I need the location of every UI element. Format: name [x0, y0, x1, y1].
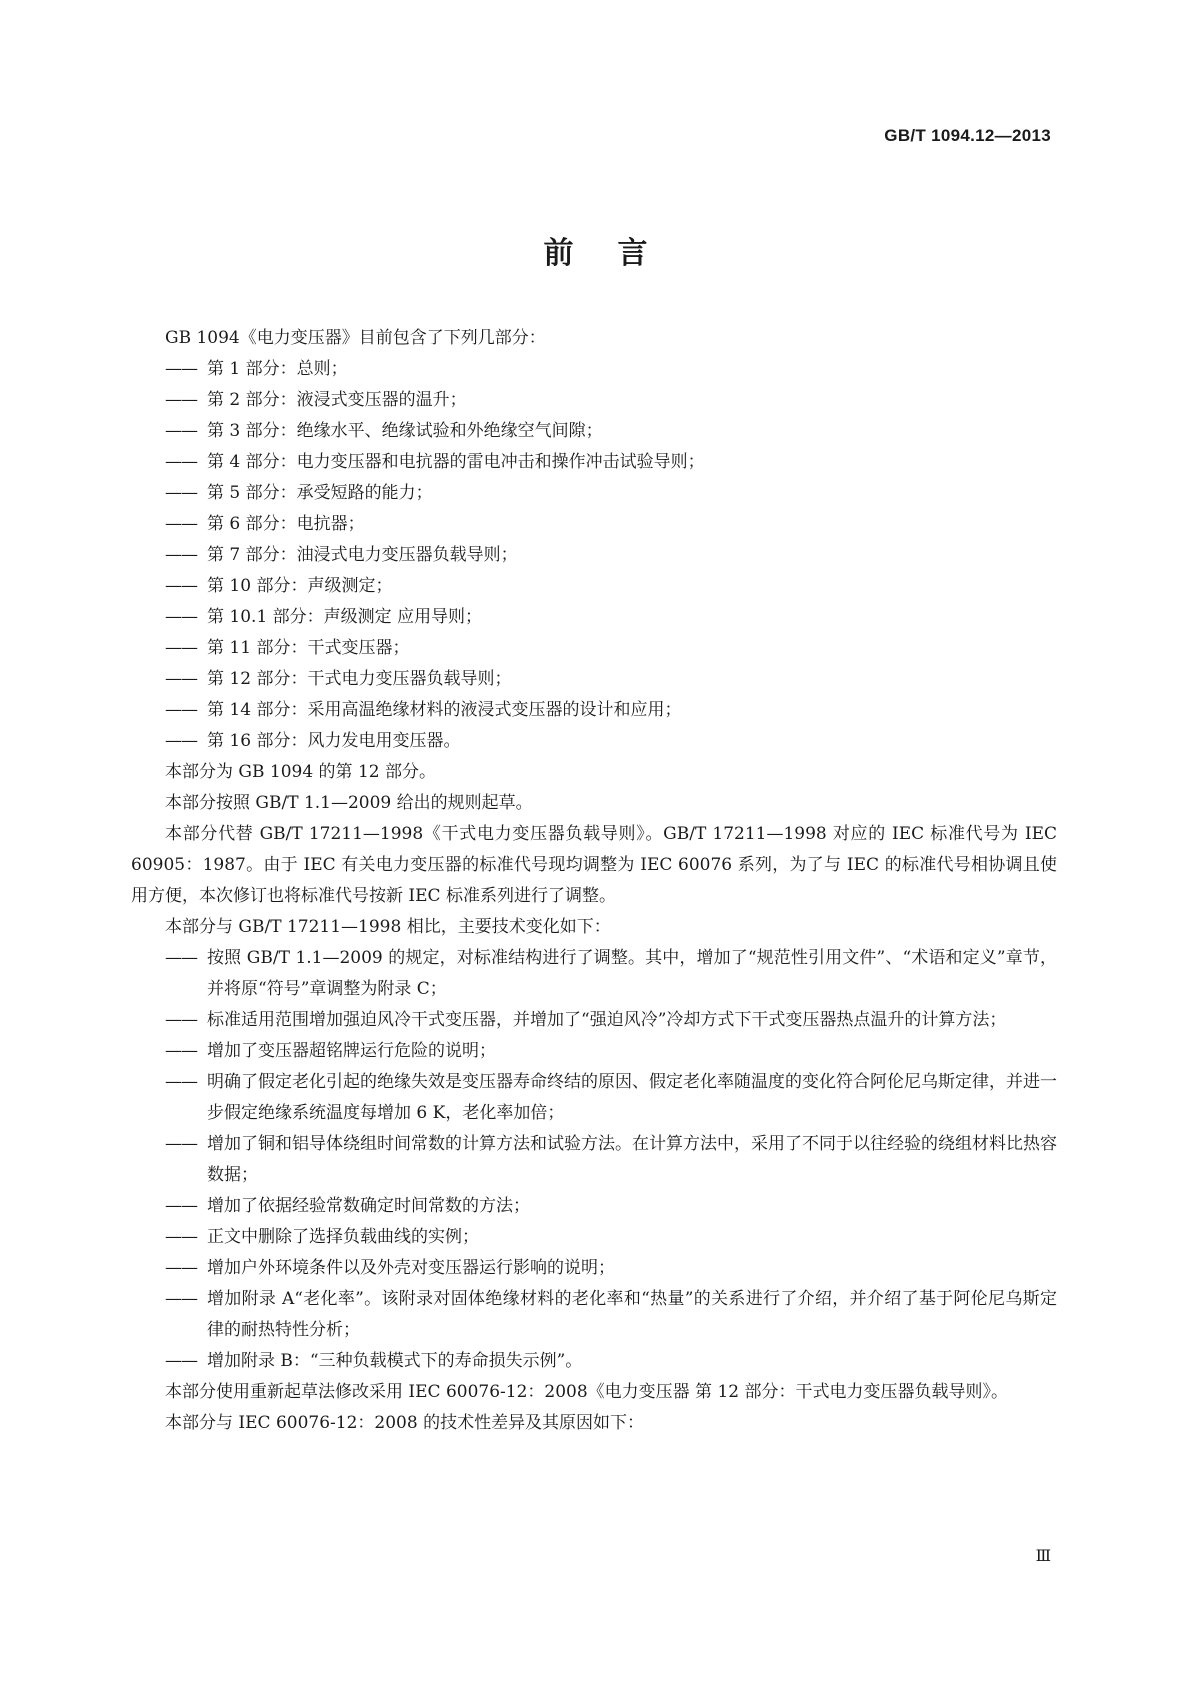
dash-marker: ——: [165, 576, 197, 596]
dash-marker: ——: [165, 638, 197, 658]
list-item: —— 第 7 部分：油浸式电力变压器负载导则；: [131, 540, 1057, 571]
page-number: Ⅲ: [1035, 1546, 1051, 1565]
dash-marker: ——: [165, 607, 197, 627]
document-body: [131, 323, 1057, 1439]
list-item: —— 按照 GB/T 1.1—2009 的规定，对标准结构进行了调整。其中，增加了“规范性引用文件”、“术语和定义”章节，并将原“符号”章调整为附录 C；: [131, 943, 1057, 1005]
dash-marker: ——: [165, 452, 197, 472]
dash-marker: ——: [165, 1134, 197, 1154]
list-item: —— 增加了变压器超铭牌运行危险的说明；: [131, 1036, 1057, 1067]
list-item: —— 第 11 部分：干式变压器；: [131, 633, 1057, 664]
list-item: —— 增加附录 B：“三种负载模式下的寿命损失示例”。: [131, 1346, 1057, 1377]
dash-marker: ——: [165, 359, 197, 379]
replaces-paragraph: 本部分代替 GB/T 17211—1998《干式电力变压器负载导则》。GB/T 17211—1998 对应的 IEC 标准代号为 IEC 60905：1987。由于 IEC 有关电力变压器的标准代号现均调整为 IEC 60076 系列，为了与 IEC 的标准代号相协调且使用方便，本次修订也将标准代号按新 IEC 标准系列进行了调整。: [131, 824, 1057, 906]
list-item: —— 明确了假定老化引起的绝缘失效是变压器寿命终结的原因、假定老化率随温度的变化符合阿伦尼乌斯定律，并进一步假定绝缘系统温度每增加 6 K，老化率加倍；: [131, 1067, 1057, 1129]
differences-paragraph: 本部分与 IEC 60076-12：2008 的技术性差异及其原因如下：: [165, 1413, 645, 1433]
drafting-paragraph: 本部分按照 GB/T 1.1—2009 给出的规则起草。: [165, 793, 533, 813]
list-item: —— 正文中删除了选择负载曲线的实例；: [131, 1222, 1057, 1253]
dash-marker: ——: [165, 1289, 197, 1309]
dash-marker: ——: [165, 1196, 197, 1216]
dash-marker: ——: [165, 421, 197, 441]
adoption-paragraph: 本部分使用重新起草法修改采用 IEC 60076-12：2008《电力变压器 第 12 部分：干式电力变压器负载导则》。: [165, 1382, 1009, 1402]
list-item: —— 第 14 部分：采用高温绝缘材料的液浸式变压器的设计和应用；: [131, 695, 1057, 726]
list-item: —— 第 16 部分：风力发电用变压器。: [131, 726, 1057, 757]
dash-marker: ——: [165, 483, 197, 503]
dash-marker: ——: [165, 669, 197, 689]
this-part-paragraph: 本部分为 GB 1094 的第 12 部分。: [165, 762, 436, 782]
list-item: —— 第 4 部分：电力变压器和电抗器的雷电冲击和操作冲击试验导则；: [131, 447, 1057, 478]
list-item: —— 增加附录 A“老化率”。该附录对固体绝缘材料的老化率和“热量”的关系进行了介绍，并介绍了基于阿伦尼乌斯定律的耐热特性分析；: [131, 1284, 1057, 1346]
dash-marker: ——: [165, 545, 197, 565]
list-item: —— 第 3 部分：绝缘水平、绝缘试验和外绝缘空气间隙；: [131, 416, 1057, 447]
list-item: —— 标准适用范围增加强迫风冷干式变压器，并增加了“强迫风冷”冷却方式下干式变压器热点温升的计算方法；: [131, 1005, 1057, 1036]
list-item: —— 第 6 部分：电抗器；: [131, 509, 1057, 540]
list-item: —— 增加户外环境条件以及外壳对变压器运行影响的说明；: [131, 1253, 1057, 1284]
intro-paragraph: GB 1094《电力变压器》目前包含了下列几部分：: [165, 328, 546, 348]
list-item: —— 第 10.1 部分：声级测定 应用导则；: [131, 602, 1057, 633]
standard-code: GB/T 1094.12—2013: [884, 126, 1051, 145]
list-item: —— 增加了依据经验常数确定时间常数的方法；: [131, 1191, 1057, 1222]
dash-marker: ——: [165, 390, 197, 410]
dash-marker: ——: [165, 1227, 197, 1247]
dash-marker: ——: [165, 1072, 197, 1092]
dash-marker: ——: [165, 1351, 197, 1371]
dash-marker: ——: [165, 514, 197, 534]
page-title: 前言: [543, 236, 692, 271]
dash-marker: ——: [165, 948, 197, 968]
list-item: —— 第 1 部分：总则；: [131, 354, 1057, 385]
dash-marker: ——: [165, 1010, 197, 1030]
list-item: —— 第 10 部分：声级测定；: [131, 571, 1057, 602]
list-item: —— 第 5 部分：承受短路的能力；: [131, 478, 1057, 509]
changes-intro-paragraph: 本部分与 GB/T 17211—1998 相比，主要技术变化如下：: [165, 917, 611, 937]
dash-marker: ——: [165, 1258, 197, 1278]
dash-marker: ——: [165, 700, 197, 720]
dash-marker: ——: [165, 1041, 197, 1061]
dash-marker: ——: [165, 731, 197, 751]
list-item: —— 第 12 部分：干式电力变压器负载导则；: [131, 664, 1057, 695]
list-item: —— 增加了铜和铝导体绕组时间常数的计算方法和试验方法。在计算方法中，采用了不同于以往经验的绕组材料比热容数据；: [131, 1129, 1057, 1191]
parts-list: [131, 354, 1057, 757]
list-item: —— 第 2 部分：液浸式变压器的温升；: [131, 385, 1057, 416]
changes-list: [131, 943, 1057, 1377]
